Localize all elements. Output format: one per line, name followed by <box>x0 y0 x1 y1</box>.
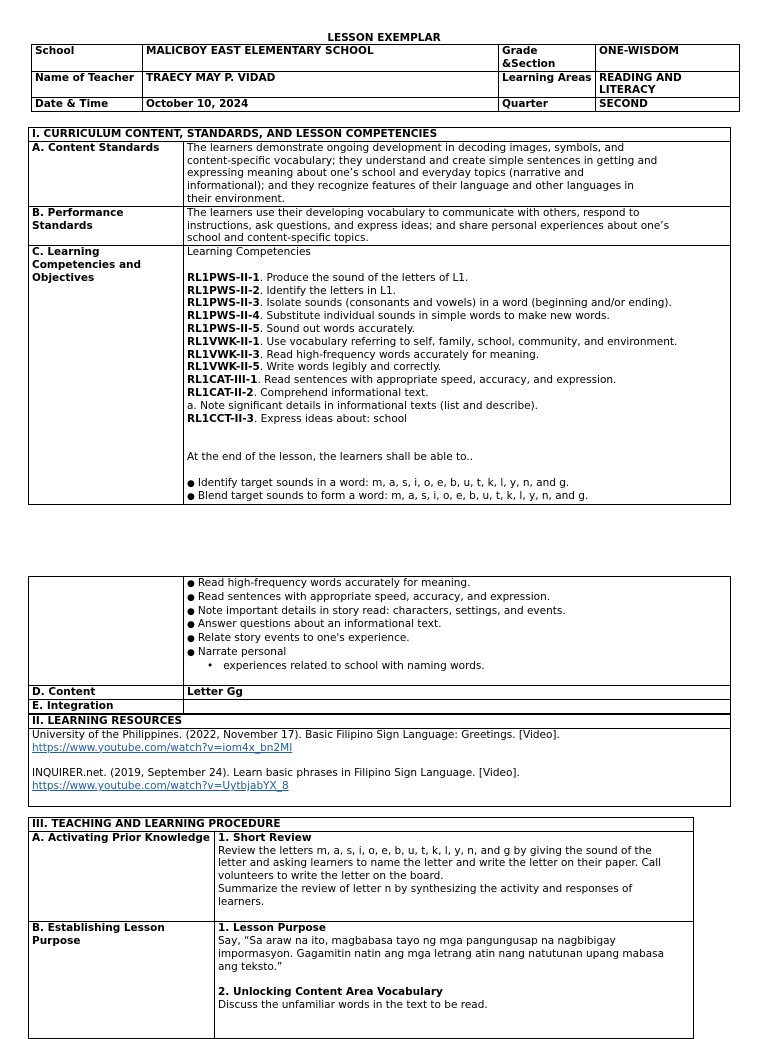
competency-code: RL1PWS-II-4 <box>187 310 260 323</box>
performance-standards-label: B. Performance Standards <box>29 206 184 245</box>
teacher-label: Name of Teacher <box>32 71 143 98</box>
competency-list <box>187 272 727 426</box>
competency-item <box>187 400 727 413</box>
short-review-title: 1. Short Review <box>218 831 312 844</box>
competency-text: a. Note significant details in informational texts (list and describe). <box>187 399 539 412</box>
learning-areas-label: Learning Areas <box>499 71 596 98</box>
review-line: Summarize the review of letter n by synthesizing the activity and responses of <box>218 882 633 895</box>
content-standards-line: The learners demonstrate ongoing development in decoding images, symbols, and <box>187 141 625 154</box>
competency-item <box>187 374 727 387</box>
section1-heading: I. CURRICULUM CONTENT, STANDARDS, AND LESSON COMPETENCIES <box>29 128 731 142</box>
content-standards-label: A. Content Standards <box>29 141 184 206</box>
competency-code: RL1PWS-II-2 <box>187 284 260 297</box>
competency-code: RL1PWS-II-3 <box>187 297 260 310</box>
competency-item <box>187 285 727 298</box>
competency-code: RL1CAT-III-1 <box>187 374 258 387</box>
competency-code: RL1CAT-II-2 <box>187 386 254 399</box>
competency-code: RL1PWS-II-5 <box>187 322 260 335</box>
objective-item: ● Answer questions about an informational text. <box>187 618 727 632</box>
lesson-purpose-cell <box>215 922 694 1038</box>
resources-cell <box>29 728 731 806</box>
integration-value <box>184 700 731 714</box>
competency-text: . Express ideas about: school <box>253 412 408 425</box>
objective-item: ● Read sentences with appropriate speed, accuracy, and expression. <box>187 591 727 605</box>
objective-item: ● Relate story events to one's experience. <box>187 632 727 646</box>
competency-text: . Comprehend informational text. <box>253 386 429 399</box>
content-standards-line: their environment. <box>187 192 286 205</box>
review-line: Review the letters m, a, s, i, o, e, b, u, t, k, l, y, n, and g by giving the sound of the <box>218 844 652 857</box>
competency-code: RL1VWK-II-3 <box>187 348 260 361</box>
school-value: MALICBOY EAST ELEMENTARY SCHOOL <box>143 45 499 72</box>
competency-item <box>187 349 727 362</box>
activating-knowledge-cell <box>215 831 694 922</box>
resources-table <box>28 714 731 807</box>
review-line: volunteers to write the letter on the board. <box>218 870 444 883</box>
grade-label: Grade &Section <box>499 45 596 72</box>
content-standards-line: expressing meaning about one’s school and everyday topics (narrative and <box>187 167 584 180</box>
procedure-table <box>28 817 694 1039</box>
lesson-purpose-label: B. Establishing Lesson Purpose <box>29 922 215 1038</box>
competency-text: . Substitute individual sounds in simple words to make new words. <box>259 310 610 323</box>
purpose-line: ang teksto.” <box>218 960 283 973</box>
competency-text: . Read sentences with appropriate speed, accuracy, and expression. <box>257 374 617 387</box>
curriculum-table <box>28 127 731 505</box>
integration-label: E. Integration <box>29 700 184 714</box>
competency-item <box>187 310 727 323</box>
teacher-value: TRAECY MAY P. VIDAD <box>143 71 499 98</box>
section3-heading: III. TEACHING AND LEARNING PROCEDURE <box>29 818 694 832</box>
continued-label-cell <box>29 577 184 686</box>
competency-code: RL1VWK-II-5 <box>187 361 260 374</box>
vocabulary-title: 2. Unlocking Content Area Vocabulary <box>218 986 443 999</box>
competency-text: . Read high-frequency words accurately for meaning. <box>259 348 540 361</box>
date-value: October 10, 2024 <box>143 98 499 112</box>
purpose-line: impormasyon. Gagamitin natin ang mga letrang atin nang natutunan upang mabasa <box>218 947 665 960</box>
objective-subitem: • experiences related to school with naming words. <box>187 660 727 673</box>
performance-line: instructions, ask questions, and express ideas; and share personal experiences about one’s <box>187 219 670 232</box>
competency-item <box>187 361 727 374</box>
competency-code: RL1VWK-II-1 <box>187 335 260 348</box>
date-label: Date & Time <box>32 98 143 112</box>
reference-2-link[interactable]: https://www.youtube.com/watch?v=UytbjabYX_8 <box>32 779 289 792</box>
competencies-label: C. Learning Competencies and Objectives <box>29 246 184 505</box>
document-title: LESSON EXEMPLAR <box>327 32 441 44</box>
reference-1-text: University of the Philippines. (2022, November 17). Basic Filipino Sign Language: Greetings. [Video]. <box>32 728 560 741</box>
performance-line: school and content-specific topics. <box>187 232 369 245</box>
objective-item: ● Blend target sounds to form a word: m, a, s, i, o, e, b, u, t, k, l, y, n, and g. <box>187 490 727 504</box>
content-standards-line: content-specific vocabulary; they understand and create simple sentences in getting and <box>187 154 658 167</box>
objectives-intro: At the end of the lesson, the learners shall be able to.. <box>187 450 474 463</box>
competency-item <box>187 413 727 426</box>
competency-text: . Sound out words accurately. <box>259 322 415 335</box>
objectives-continued-cell <box>184 577 731 686</box>
quarter-value: SECOND <box>596 98 740 112</box>
competency-item <box>187 297 727 310</box>
section2-heading: II. LEARNING RESOURCES <box>29 715 731 729</box>
activating-knowledge-label: A. Activating Prior Knowledge <box>29 831 215 922</box>
competency-item <box>187 336 727 349</box>
content-standards-line: informational); and they recognize features of their language and other languages in <box>187 180 634 193</box>
learning-areas-value: READING AND LITERACY <box>596 71 740 98</box>
competencies-intro: Learning Competencies <box>187 246 311 259</box>
competencies-cell <box>184 246 731 505</box>
competency-text: . Produce the sound of the letters of L1. <box>259 271 469 284</box>
objective-item: ● Note important details in story read: characters, settings, and events. <box>187 605 727 619</box>
lesson-purpose-title: 1. Lesson Purpose <box>218 922 327 935</box>
competency-item <box>187 323 727 336</box>
competency-item <box>187 387 727 400</box>
reference-2-text: INQUIRER.net. (2019, September 24). Learn basic phrases in Filipino Sign Language. [Video]. <box>32 767 520 780</box>
competency-code: RL1CCT-II-3 <box>187 412 254 425</box>
competency-text: . Write words legibly and correctly. <box>259 361 442 374</box>
performance-standards-text <box>184 206 731 245</box>
content-standards-text <box>184 141 731 206</box>
review-line: letter and asking learners to name the letter and write the letter on their paper. Call <box>218 857 662 870</box>
vocabulary-line: Discuss the unfamiliar words in the text to be read. <box>218 999 488 1012</box>
objective-item: ● Identify target sounds in a word: m, a, s, i, o, e, b, u, t, k, l, y, n, and g. <box>187 477 727 491</box>
objective-item: ● Narrate personal <box>187 646 727 660</box>
content-label: D. Content <box>29 686 184 700</box>
header-table <box>31 44 740 112</box>
purpose-line: Say, “Sa araw na ito, magbabasa tayo ng mga pangungusap na nagbibigay <box>218 935 616 948</box>
competency-text: . Identify the letters in L1. <box>259 284 396 297</box>
competency-text: . Isolate sounds (consonants and vowels) in a word (beginning and/or ending). <box>259 297 672 310</box>
quarter-label: Quarter <box>499 98 596 112</box>
content-value: Letter Gg <box>184 686 731 700</box>
performance-line: The learners use their developing vocabulary to communicate with others, respond to <box>187 206 640 219</box>
review-line: learners. <box>218 895 265 908</box>
reference-1-link[interactable]: https://www.youtube.com/watch?v=iom4x_bn2MI <box>32 741 293 754</box>
objective-item: ● Read high-frequency words accurately for meaning. <box>187 577 727 591</box>
school-label: School <box>32 45 143 72</box>
curriculum-table-continued <box>28 576 731 714</box>
competency-item <box>187 272 727 285</box>
grade-value: ONE-WISDOM <box>596 45 740 72</box>
competency-code: RL1PWS-II-1 <box>187 271 260 284</box>
competency-text: . Use vocabulary referring to self, family, school, community, and environment. <box>259 335 678 348</box>
